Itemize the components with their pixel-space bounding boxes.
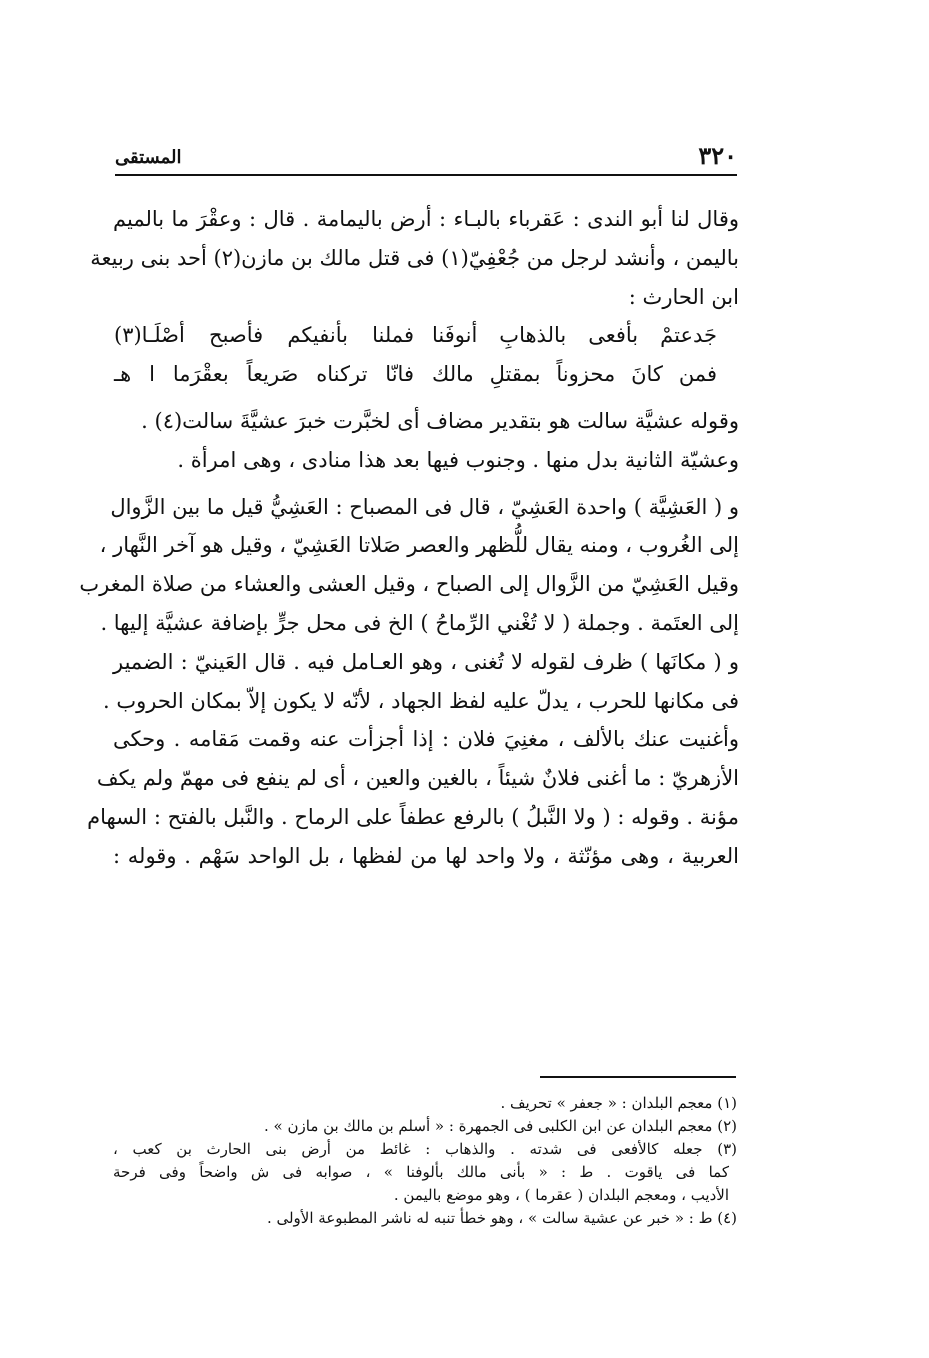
- footnote-line: (٤) ط : « خبر عن عشية سالت » ، وهو خطأ تنبه له ناشر المطبوعة الأولى .: [266, 1209, 737, 1227]
- page-header: [115, 138, 737, 176]
- main-text: [79, 200, 739, 876]
- footnotes: [113, 1092, 737, 1230]
- verse-hemistich: فمن كانَ محزوناً بمقتلِ مالك: [432, 362, 717, 387]
- running-title: المستقى: [115, 147, 182, 168]
- verse-line: [113, 316, 739, 355]
- footnote-line: (٣) جعله كالأفعى فى شدته . والذهاب : غائط من أرض بنى الحارث بن كعب ،: [113, 1140, 737, 1158]
- text-line: و ( مكانَها ) ظرف لقوله لا تُغنى ، وهو العـامل فيه . قال العَينيّ : الضمير: [113, 649, 739, 674]
- verse-line: [113, 355, 739, 394]
- text-line: وقال لنا أبو الندى : عَقرباء بالبـاء : أرض باليمامة . قال : وعقْرَ ما بالميم: [113, 207, 739, 231]
- text-line: العربية ، وهى مؤنّثة ، ولا واحد لها من لفظها ، بل الواحد سَهْم . وقوله :: [113, 843, 739, 868]
- verse-hemistich: فملنا بأنفيكم فأصبح أصْلَـا(٣): [114, 323, 414, 348]
- footnote-line: كما فى ياقوت . ط : « بأنى مالك بألوفنا » ، صوابه فى ش واضحاً وفى فرحة: [113, 1163, 729, 1181]
- text-line: وعشيّة الثانية بدل منها . وجنوب فيها بعد هذا منادى ، وهى امرأة .: [177, 447, 739, 472]
- footnote-separator: [540, 1076, 736, 1078]
- text-line: ابن الحارث :: [628, 284, 739, 309]
- page-number: ٣٢٠: [698, 141, 737, 170]
- text-line: وأغنيت عنك بالألف ، مغنِيَ فلان : إذا أجزأت عنه وقمت مَقامه . وحكى: [113, 727, 739, 752]
- text-line: الأزهريّ : ما أغنى فلانٌ شيئاً ، بالغين والعين ، أى لم ينفع فى مهمّ ولم يكف: [96, 766, 739, 791]
- text-line: وقوله عشيَّة سالت هو بتقدير مضاف أى لخبَّرت خبرَ عشيَّةَ سالت(٤) .: [141, 408, 739, 433]
- text-line: فى مكانها للحرب ، يدلّ عليه لفظ الجهاد ، لأنّه لا يكون إلاّ بمكان الحروب .: [103, 688, 739, 713]
- footnote-line: الأديب ، ومعجم البلدان ( عقرما ) ، وهو موضع باليمن .: [393, 1186, 729, 1204]
- footnote-line: (٢) معجم البلدان عن ابن الكلبى فى الجمهرة : « أسلم بن مالك بن مازن » .: [264, 1117, 737, 1135]
- text-line: و ( العَشِيَّة ) واحدة العَشِيّ ، قال فى المصباح : العَشِيُّ قيل ما بين الزَّوال: [110, 494, 739, 519]
- text-line: وقيل العَشِيّ من الزَّوال إلى الصباح ، وقيل العشى والعشاء من صلاة المغرب: [79, 572, 739, 597]
- footnote-line: (١) معجم البلدان : « جعفر » تحريف .: [500, 1094, 737, 1112]
- text-line: إلى العتَمة . وجملة ( لا تُغْني الرِّماحُ ) الخ فى محل جرٍّ بإضافة عشيَّة إليها .: [100, 610, 739, 635]
- text-line: مؤنة . وقوله : ( ولا النَّبلُ ) بالرفع عطفاً على الرماح . والنَّبل بالفتح : السهام: [87, 804, 739, 829]
- text-line: إلى الغُروب ، ومنه يقال للُّظهر والعصر صَلاتا العَشِيّ ، وقيل هو آخر النَّهار ،: [99, 533, 739, 558]
- text-line: باليمن ، وأنشد لرجل من جُعْفِيّ(١) فى قتل مالك بن مازن(٢) أحد بنى ربيعة: [90, 245, 739, 270]
- verse-hemistich: فانّا تركناه صَريعاً بعقْرَما ا هـ: [114, 362, 414, 387]
- verse-hemistich: جَدعتمْ بأفعى بالذهابِ أنوفَنا: [432, 323, 717, 348]
